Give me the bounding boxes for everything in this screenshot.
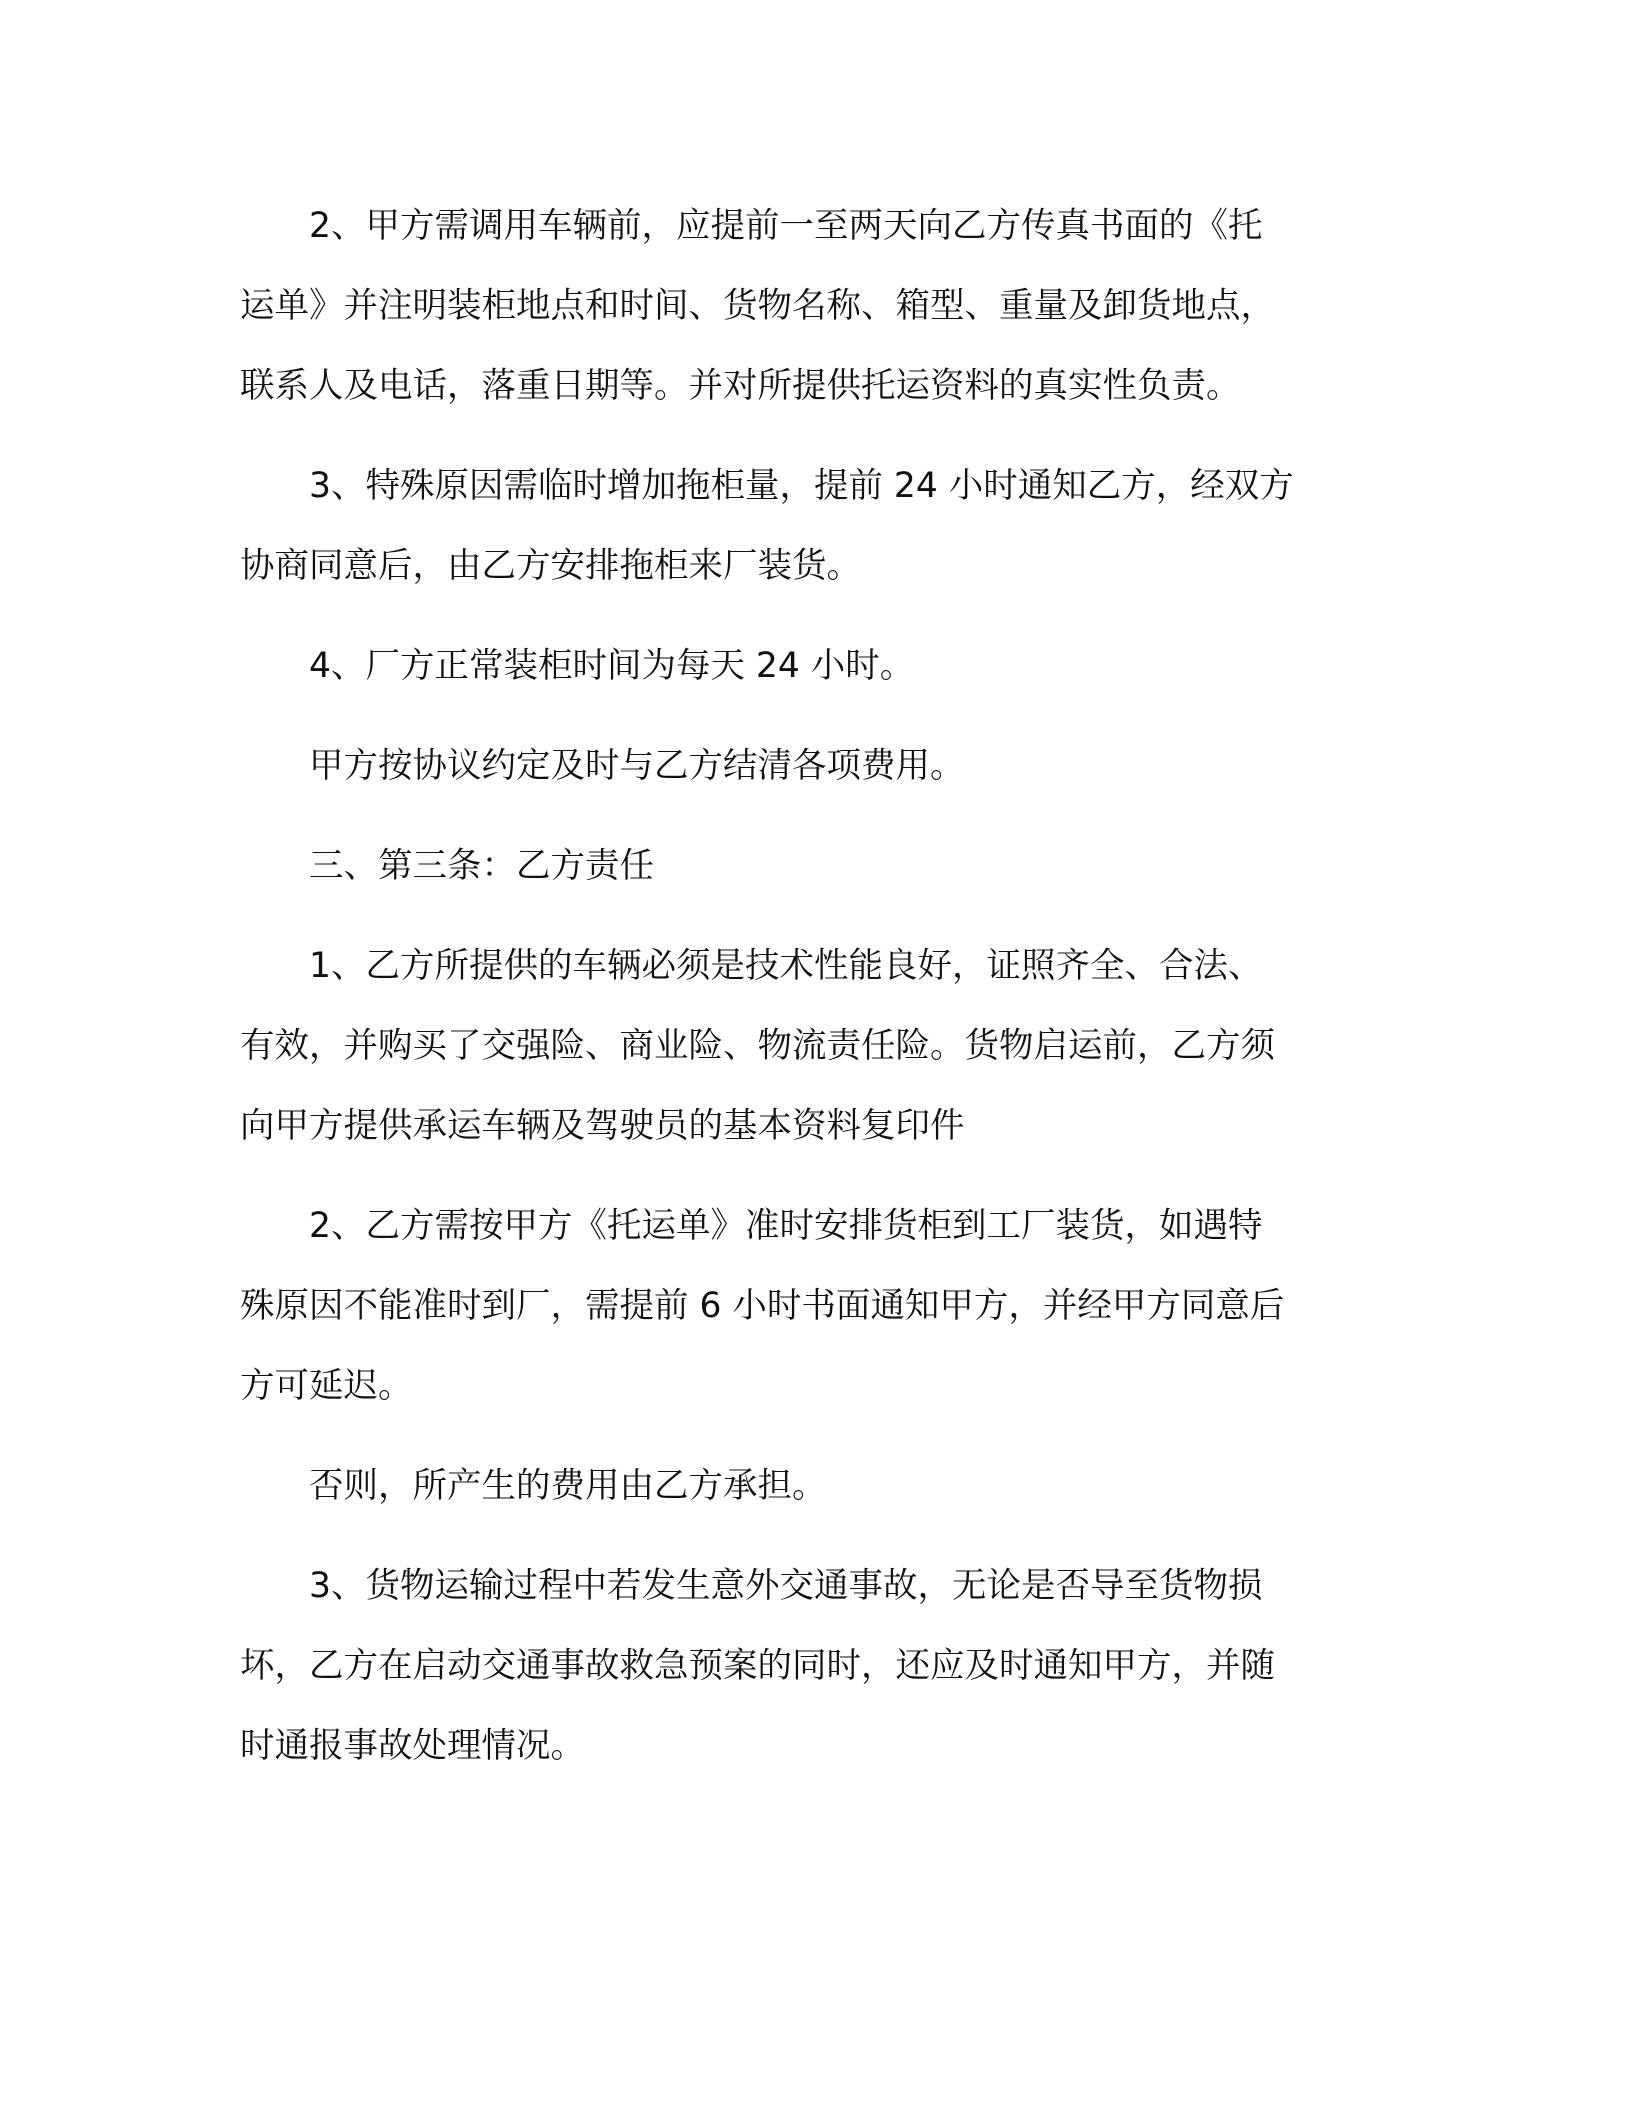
text-line: 2、甲方需调用车辆前，应提前一至两天向乙方传真书面的《托: [309, 206, 1263, 246]
paragraph-otherwise-cost: [240, 1446, 1390, 1526]
paragraph-clause-4-party-a: [240, 626, 1390, 706]
paragraph-clause-2-party-a: [240, 186, 1390, 426]
text-line: 3、特殊原因需临时增加拖柜量，提前 24 小时通知乙方，经双方: [309, 466, 1294, 506]
text-line: 方可延迟。: [240, 1366, 413, 1406]
paragraph-clause-2-party-b: [240, 1186, 1390, 1426]
text-line: 运单》并注明装柜地点和时间、货物名称、箱型、重量及卸货地点，: [240, 286, 1275, 326]
text-line: 甲方按协议约定及时与乙方结清各项费用。: [309, 746, 965, 786]
section-heading-party-b-responsibility: [240, 826, 1390, 906]
section-heading: 三、第三条：乙方责任: [309, 846, 654, 886]
text-line: 时通报事故处理情况。: [240, 1726, 585, 1766]
paragraph-settlement: [240, 726, 1390, 806]
paragraph-clause-3-party-a: [240, 446, 1390, 606]
text-line: 2、乙方需按甲方《托运单》准时安排货柜到工厂装货，如遇特: [309, 1206, 1263, 1246]
text-line: 有效，并购买了交强险、商业险、物流责任险。货物启运前，乙方须: [240, 1026, 1275, 1066]
paragraph-clause-1-party-b: [240, 926, 1390, 1166]
text-line: 4、厂方正常装柜时间为每天 24 小时。: [309, 646, 915, 686]
text-line: 殊原因不能准时到厂，需提前 6 小时书面通知甲方，并经甲方同意后: [240, 1286, 1285, 1326]
text-line: 坏，乙方在启动交通事故救急预案的同时，还应及时通知甲方，并随: [240, 1646, 1275, 1686]
text-line: 1、乙方所提供的车辆必须是技术性能良好，证照齐全、合法、: [309, 946, 1263, 986]
text-line: 否则，所产生的费用由乙方承担。: [309, 1466, 827, 1506]
text-line: 向甲方提供承运车辆及驾驶员的基本资料复印件: [240, 1106, 965, 1146]
document-body: [240, 186, 1390, 1806]
text-line: 联系人及电话，落重日期等。并对所提供托运资料的真实性负责。: [240, 366, 1241, 406]
paragraph-clause-3-party-b: [240, 1546, 1390, 1786]
text-line: 3、货物运输过程中若发生意外交通事故，无论是否导至货物损: [309, 1566, 1263, 1606]
text-line: 协商同意后，由乙方安排拖柜来厂装货。: [240, 546, 861, 586]
